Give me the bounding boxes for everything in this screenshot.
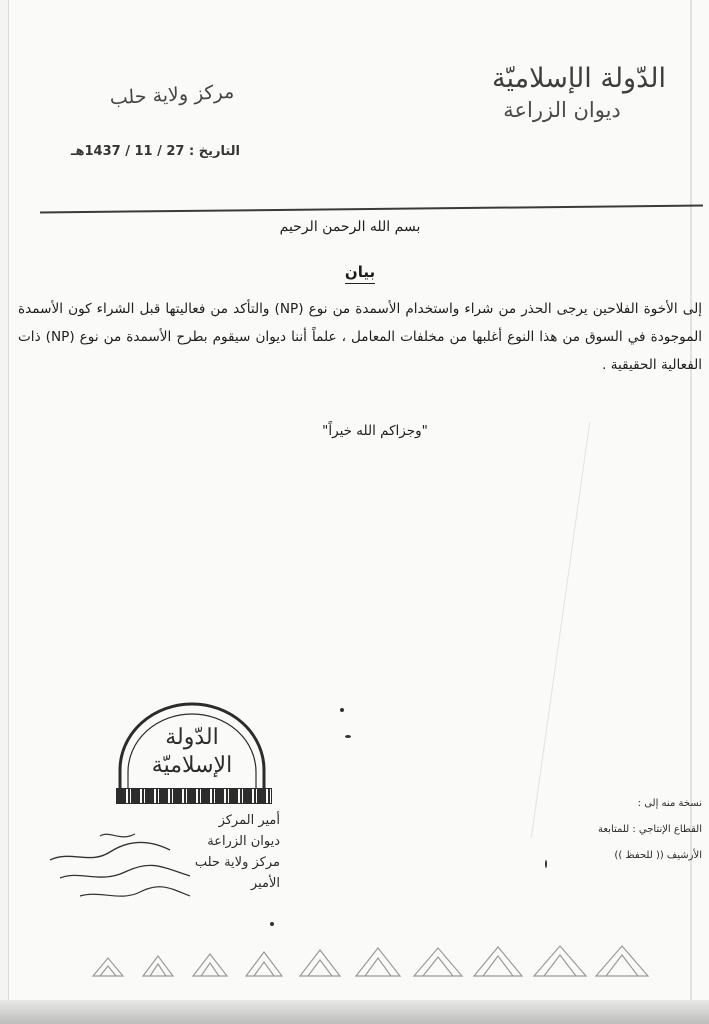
copies-block [580, 791, 702, 869]
date-value: 27 / 11 / 1437هـ [71, 144, 185, 159]
ministry-name: ديوان الزراعة [503, 98, 621, 122]
date-label: التاريخ : [189, 144, 240, 159]
seal-line-2: الإسلاميّة [151, 753, 233, 778]
seal-line-1: الدّولة [165, 725, 219, 750]
scan-speck [270, 922, 274, 926]
footer-ornament-icon [88, 944, 688, 984]
signature-line-2: ديوان الزراعة [207, 834, 280, 849]
state-seal-icon [108, 700, 276, 808]
center-name: مركز ولاية حلب [109, 80, 235, 110]
copies-line-1: نسخة منه إلى : [637, 798, 702, 809]
scan-speck [545, 860, 547, 868]
scan-speck [345, 735, 351, 738]
copies-line-2: القطاع الإنتاجي : للمتابعة [597, 824, 702, 835]
seal-pattern [116, 788, 272, 804]
state-logo: الدّولة الإسلاميّة [492, 63, 666, 94]
scan-edge [0, 1000, 709, 1024]
doc-title-text: بيان [345, 263, 375, 284]
closing-line: "وجزاكم الله خيراً" [322, 423, 428, 439]
signature-line-3: مركز ولاية حلب [194, 855, 280, 870]
seal-text [126, 724, 258, 780]
scan-speck [340, 708, 344, 712]
doc-title [330, 262, 390, 282]
basmala: بسم الله الرحمن الرحيم [279, 219, 421, 235]
signature-line-4: الأمير [250, 876, 280, 891]
signature-line-1: أمير المركز [218, 813, 280, 828]
letterhead [479, 62, 679, 124]
body-paragraph: إلى الأخوة الفلاحين يرجى الحذر من شراء واستخدام الأسمدة من نوع (NP) والتأكد من فعاليتها قبل الشراء كون الأسمدة الموجودة في السوق من هذا النوع أغلبها من مخلفات المعامل ، علماً أننا ديوان سيقوم بطرح الأسمدة من نوع (NP) ذات الفعالية الحقيقية . [18, 301, 702, 373]
handwritten-signature [40, 820, 200, 910]
copies-line-3: الأرشيف (( للحفظ )) [614, 850, 702, 861]
date-line [60, 144, 240, 159]
